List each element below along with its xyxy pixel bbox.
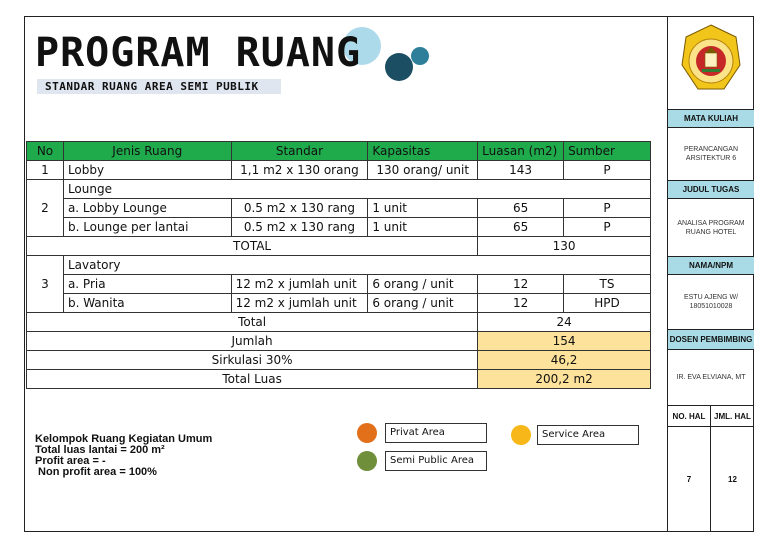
row-standar: 0.5 m2 x 130 rang xyxy=(231,199,368,218)
nama-npm-value: ESTU AJENG W/ 18051010028 xyxy=(683,294,739,310)
main-area xyxy=(25,17,667,531)
row-name: b. Wanita xyxy=(63,294,231,313)
row-standar: 12 m2 x jumlah unit xyxy=(231,294,368,313)
mata-kuliah-value: PERANCANGAN ARSITEKTUR 6 xyxy=(683,146,739,162)
notes-line: Profit area = - xyxy=(35,455,106,467)
header-standar: Standar xyxy=(231,142,368,161)
row-sumber: HPD xyxy=(564,294,651,313)
row-kapasitas: 1 unit xyxy=(368,218,478,237)
table-summary-row xyxy=(27,332,651,351)
row-sumber: P xyxy=(564,161,651,180)
row-sumber: P xyxy=(564,199,651,218)
header-sumber: Sumber xyxy=(564,142,651,161)
legend-service-label: Service Area xyxy=(537,425,639,445)
table-header-row xyxy=(27,142,651,161)
table-subtotal-row xyxy=(27,237,651,256)
nama-npm-label: NAMA/NPM xyxy=(668,256,754,275)
logo-area xyxy=(668,17,754,111)
subtotal-value: 24 xyxy=(478,313,651,332)
row-no: 3 xyxy=(27,256,64,313)
jumlah-label: Jumlah xyxy=(27,332,478,351)
row-name: b. Lounge per lantai xyxy=(63,218,231,237)
row-standar: 12 m2 x jumlah unit xyxy=(231,275,368,294)
row-standar: 1,1 m2 x 130 orang xyxy=(231,161,368,180)
row-luasan: 12 xyxy=(478,294,564,313)
page-subtitle: STANDAR RUANG AREA SEMI PUBLIK xyxy=(37,79,281,94)
row-name: Lobby xyxy=(63,161,231,180)
page-title: PROGRAM RUANG xyxy=(35,30,362,76)
no-hal-value: 7 xyxy=(668,427,711,531)
table-row xyxy=(27,199,651,218)
dosen-value: IR. EVA ELVIANA, MT xyxy=(676,374,746,381)
judul-tugas-value: ANALISA PROGRAM RUANG HOTEL xyxy=(677,219,745,236)
row-luasan: 143 xyxy=(478,161,564,180)
row-standar: 0.5 m2 x 130 rang xyxy=(231,218,368,237)
row-sumber: P xyxy=(564,218,651,237)
sirkulasi-value: 46,2 xyxy=(478,351,651,370)
table-group-row xyxy=(27,180,651,199)
judul-tugas-label: JUDUL TUGAS xyxy=(668,180,754,199)
header-luasan: Luasan (m2) xyxy=(478,142,564,161)
row-kapasitas: 6 orang / unit xyxy=(368,275,478,294)
jumlah-value: 154 xyxy=(478,332,651,351)
row-luasan: 65 xyxy=(478,199,564,218)
row-luasan: 12 xyxy=(478,275,564,294)
no-hal-label: NO. HAL xyxy=(668,405,711,427)
subtotal-label: Total xyxy=(27,313,478,332)
row-no: 2 xyxy=(27,180,64,237)
notes-line: Total luas lantai = 200 m² xyxy=(35,444,165,456)
group-name: Lavatory xyxy=(63,256,650,275)
notes-line: Kelompok Ruang Kegiatan Umum xyxy=(35,433,213,445)
header-jenis-ruang: Jenis Ruang xyxy=(63,142,231,161)
legend-semi-public-dot xyxy=(357,451,377,471)
row-luasan: 65 xyxy=(478,218,564,237)
table-group-row xyxy=(27,256,651,275)
dosen-label: DOSEN PEMBIMBING xyxy=(668,329,754,350)
title-block-sidebar xyxy=(667,17,754,531)
total-luas-label: Total Luas xyxy=(27,370,478,389)
legend-privat-label: Privat Area xyxy=(385,423,487,443)
university-logo xyxy=(668,17,754,109)
legend-service-dot xyxy=(511,425,531,445)
table-row xyxy=(27,218,651,237)
group-name: Lounge xyxy=(63,180,650,199)
row-no: 1 xyxy=(27,161,64,180)
row-sumber: TS xyxy=(564,275,651,294)
subtotal-value: 130 xyxy=(478,237,651,256)
table-summary-row xyxy=(27,351,651,370)
legend-semi-public-label: Semi Public Area xyxy=(385,451,487,471)
subtotal-label: TOTAL xyxy=(27,237,478,256)
header-kapasitas: Kapasitas xyxy=(368,142,478,161)
table-row xyxy=(27,275,651,294)
header-no: No xyxy=(27,142,64,161)
legend-privat-dot xyxy=(357,423,377,443)
table-subtotal-row xyxy=(27,313,651,332)
table-summary-row xyxy=(27,370,651,389)
row-name: a. Pria xyxy=(63,275,231,294)
table-row xyxy=(27,161,651,180)
notes-block xyxy=(35,434,212,478)
notes-line: Non profit area = 100% xyxy=(35,466,157,478)
decor-circle-dark xyxy=(385,53,413,81)
row-kapasitas: 6 orang / unit xyxy=(368,294,478,313)
row-name: a. Lobby Lounge xyxy=(63,199,231,218)
sirkulasi-label: Sirkulasi 30% xyxy=(27,351,478,370)
row-kapasitas: 1 unit xyxy=(368,199,478,218)
program-table xyxy=(26,141,651,389)
jml-hal-value: 12 xyxy=(728,474,737,484)
sheet-frame xyxy=(24,16,754,532)
table-row xyxy=(27,294,651,313)
decor-circle-small xyxy=(411,47,429,65)
row-kapasitas: 130 orang/ unit xyxy=(368,161,478,180)
jml-hal-label: JML. HAL xyxy=(711,405,754,427)
total-luas-value: 200,2 m2 xyxy=(478,370,651,389)
mata-kuliah-label: MATA KULIAH xyxy=(668,109,754,128)
